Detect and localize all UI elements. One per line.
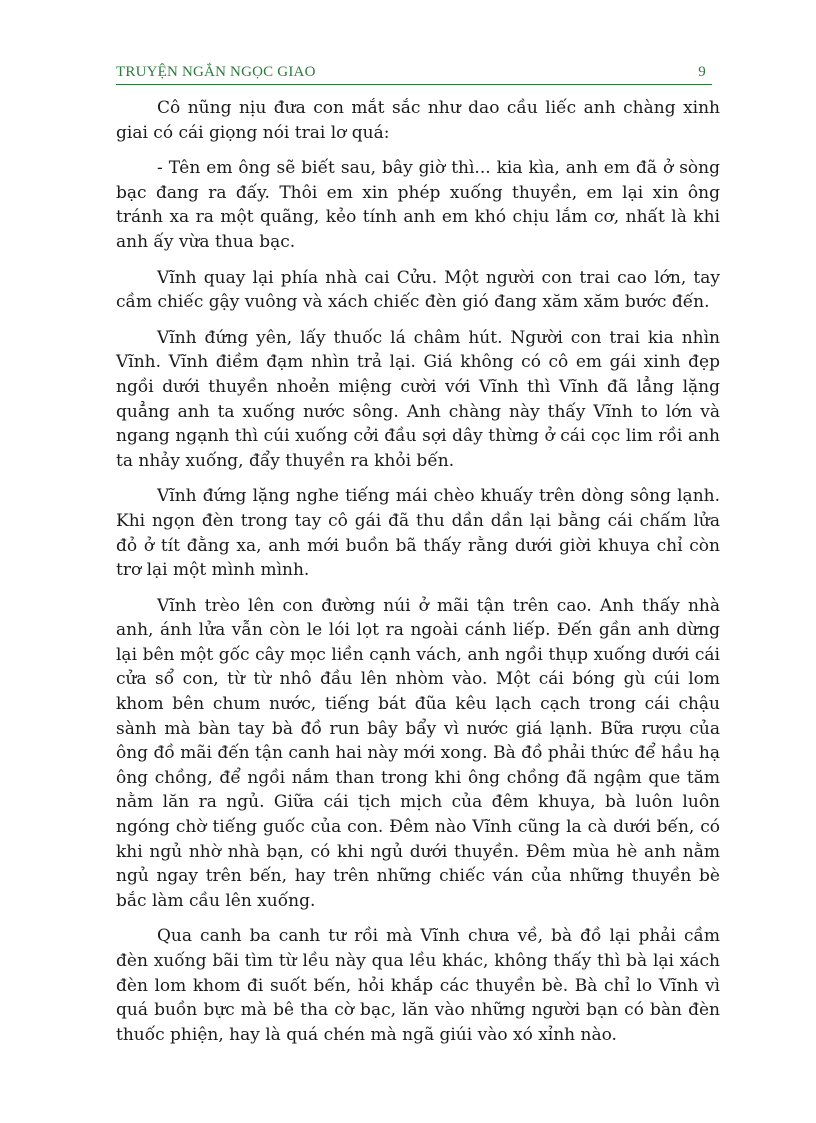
paragraph: - Tên em ông sẽ biết sau, bây giờ thì... kia kìa, anh em đã ở sòng bạc đang ra đấy. Thôi em xin phép xuống thuyền, em lại xin ông tránh xa ra một quãng, kẻo tính anh em khó chịu lắm cơ, nhất là khi anh ấy vừa thua bạc. [116, 158, 720, 252]
paragraph: Vĩnh đứng yên, lấy thuốc lá châm hút. Người con trai kia nhìn Vĩnh. Vĩnh điềm đạm nhìn trả lại. Giá không có cô em gái xinh đẹp ngồi dưới thuyền nhoẻn miệng cười với Vĩnh thì Vĩnh đã lẳng lặng quẳng anh ta xuống nước sông. Anh chàng này thấy Vĩnh to lớn và ngang ngạnh thì cúi xuống cởi đầu sợi dây thừng ở cái cọc lim rồi anh ta nhảy xuống, đẩy thuyền ra khỏi bến. [116, 327, 720, 471]
paragraph: Qua canh ba canh tư rồi mà Vĩnh chưa về, bà đồ lại phải cầm đèn xuống bãi tìm từ lều này qua lều khác, không thấy thì bà lại xách đèn lom khom đi suốt bến, hỏi khắp các thuyền bè. Bà chỉ lo Vĩnh vì quá buồn bực mà bê tha cờ bạc, lăn vào những người bạn có bàn đèn thuốc phiện, hay là quá chén mà ngã giúi vào xó xỉnh nào. [116, 926, 720, 1045]
paragraph: Vĩnh đứng lặng nghe tiếng mái chèo khuấy trên dòng sông lạnh. Khi ngọn đèn trong tay cô gái đã thu dần dần lại bằng cái chấm lửa đỏ ở tít đằng xa, anh mới buồn bã thấy rằng dưới giời khuya chỉ còn trơ lại một mình mình. [116, 486, 720, 581]
paragraph: Vĩnh quay lại phía nhà cai Cửu. Một người con trai cao lớn, tay cầm chiếc gậy vuông và xách chiếc đèn gió đang xăm xăm bước đến. [116, 267, 720, 313]
book-title: TRUYỆN NGẮN NGỌC GIAO [116, 64, 316, 80]
running-header [116, 62, 712, 85]
paragraph: Vĩnh trèo lên con đường núi ở mãi tận trên cao. Anh thấy nhà anh, ánh lửa vẫn còn le lói lọt ra ngoài cánh liếp. Đến gần anh dừng lại bên một gốc cây mọc liền cạnh vách, anh ngồi thụp xuống dưới cái cửa sổ con, từ từ nhô đầu lên nhòm vào. Một cái bóng gù cúi lom khom bên chum nước, tiếng bát đũa kêu lạch cạch trong cái chậu sành mà bàn tay bà đồ run bây bẩy vì nước giá lạnh. Bữa rượu của ông đồ mãi đến tận canh hai này mới xong. Bà đồ phải thức để hầu hạ ông chồng, để ngồi nắm than trong khi ông chồng đã ngậm que tăm nằm lăn ra ngủ. Giữa cái tịch mịch của đêm khuya, bà luôn luôn ngóng chờ tiếng guốc của con. Đêm nào Vĩnh cũng la cà dưới bến, có khi ngủ nhờ nhà bạn, có khi ngủ dưới thuyền. Đêm mùa hè anh nằm ngủ ngay trên bến, hay trên những chiếc ván của những thuyền bè bắc làm cầu lên xuống. [116, 595, 720, 911]
body-text [116, 96, 720, 1058]
paragraph: Cô nũng nịu đưa con mắt sắc như dao cầu liếc anh chàng xinh giai có cái giọng nói trai lơ quá: [116, 98, 720, 143]
page-number: 9 [698, 64, 706, 80]
